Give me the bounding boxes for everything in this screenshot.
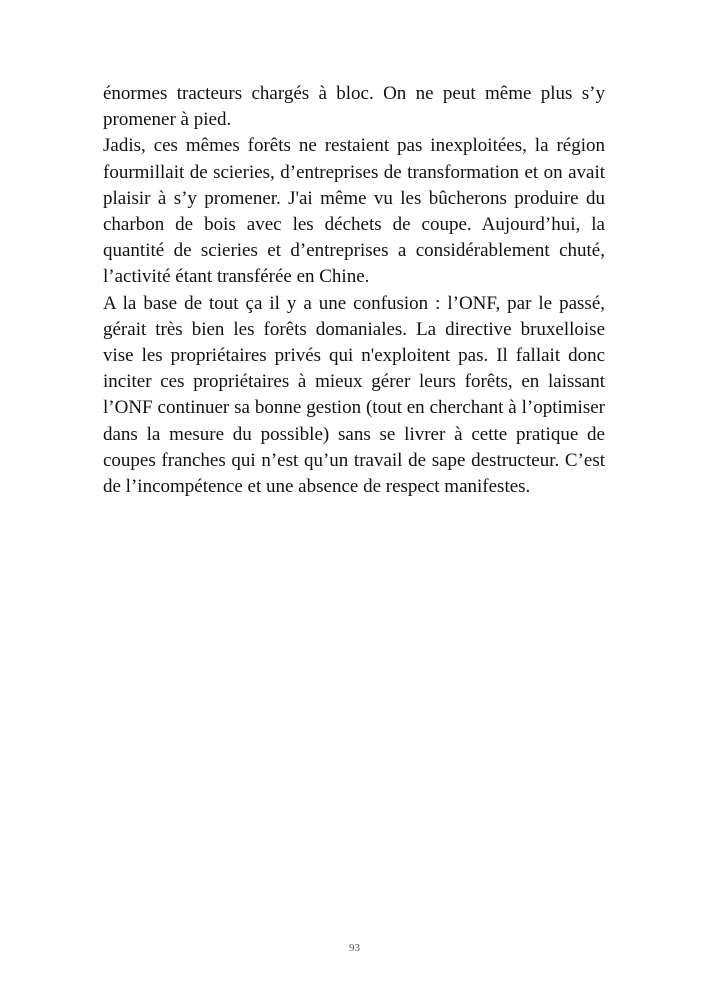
paragraph-3: A la base de tout ça il y a une confusion : l’ONF, par le passé, gérait très bien les forêts domaniales. La directive bruxelloise vise les propriétaires privés qui n'exploitent pas. Il fallait donc inciter ces propriétaires à mieux gérer leurs forêts, en laissant l’ONF continuer sa bonne gestion (tout en cherchant à l’optimiser dans la mesure du possible) sans se livrer à cette pratique de coupes franches qui n’est qu’un travail de sape destructeur. C’est de l’incompétence et une absence de respect manifestes.	[103, 292, 605, 498]
paragraph-2: Jadis, ces mêmes forêts ne restaient pas inexploitées, la région fourmillait de scieries, d’entreprises de transformation et on avait plaisir à s’y promener. J'ai même vu les bûcherons produire du charbon de bois avec les déchets de coupe. Aujourd’hui, la quantité de scieries et d’entreprises a considérablement chuté, l’activité étant transférée en Chine.	[103, 135, 605, 288]
paragraph-1: énormes tracteurs chargés à bloc. On ne peut même plus s’y promener à pied.	[103, 83, 605, 131]
page-body	[103, 81, 605, 500]
page-number: 93	[349, 942, 360, 954]
